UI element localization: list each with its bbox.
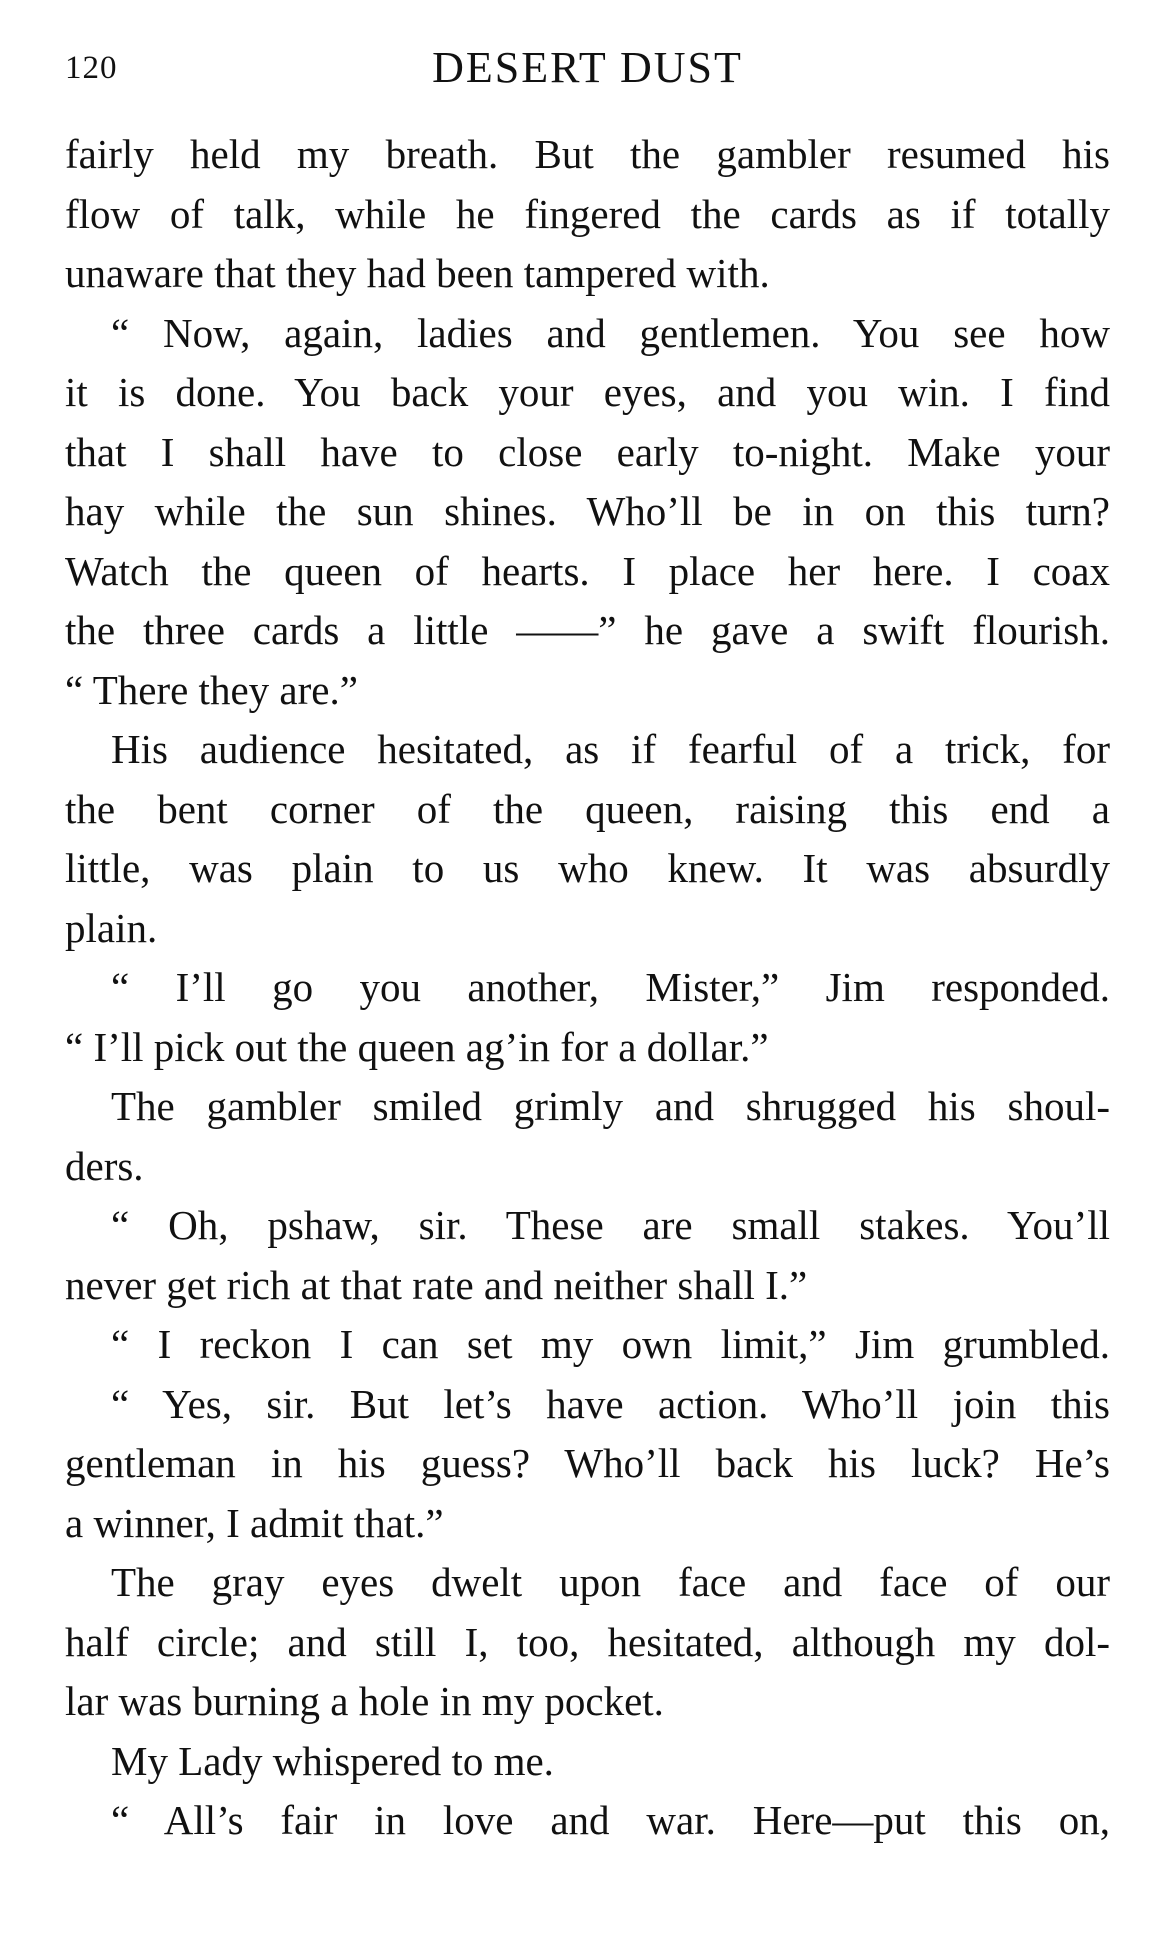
text-line: The gray eyes dwelt upon face and face of our [111, 1559, 1110, 1605]
text-line: a winner, I admit that.” [65, 1499, 444, 1546]
text-line: little, was plain to us who knew. It was absurdly [65, 845, 1110, 891]
text-line: “ Now, again, ladies and gentlemen. You see how [111, 309, 1110, 356]
text-line: half circle; and still I, too, hesitated, although my dol- [65, 1618, 1110, 1665]
text-line: “ All’s fair in love and war. Here—put this on, [111, 1797, 1110, 1843]
text-line: “ I reckon I can set my own limit,” Jim grumbled. [111, 1321, 1110, 1367]
text-line: flow of talk, while he fingered the cards as if totally [65, 190, 1110, 237]
text-line: “ Oh, pshaw, sir. These are small stakes. You’ll [111, 1202, 1110, 1248]
text-line: it is done. You back your eyes, and you win. I find [65, 369, 1110, 415]
text-line: the three cards a little ——” he gave a swift flourish. [65, 607, 1110, 653]
text-line: “ There they are.” [65, 666, 358, 713]
text-line: that I shall have to close early to-night. Make your [65, 428, 1110, 475]
text-line: “ I’ll go you another, Mister,” Jim responded. [111, 964, 1110, 1010]
text-line: fairly held my breath. But the gambler resumed his [65, 131, 1110, 177]
page-header [65, 38, 1110, 98]
text-line: My Lady whispered to me. [111, 1737, 554, 1784]
text-line: His audience hesitated, as if fearful of a trick, for [111, 726, 1110, 772]
running-title: DESERT DUST [432, 43, 743, 92]
text-line: plain. [65, 904, 158, 951]
text-line: “ I’ll pick out the queen ag’in for a dollar.” [65, 1023, 769, 1070]
text-line: ders. [65, 1142, 144, 1189]
text-line: Watch the queen of hearts. I place her here. I coax [65, 547, 1110, 594]
text-line: lar was burning a hole in my pocket. [65, 1678, 664, 1724]
body-text [65, 125, 1110, 1851]
text-line: The gambler smiled grimly and shrugged his shoul- [111, 1083, 1110, 1129]
text-line: “ Yes, sir. But let’s have action. Who’ll join this [111, 1380, 1110, 1427]
page-number: 120 [65, 50, 118, 86]
text-line: gentleman in his guess? Who’ll back his luck? He’s [65, 1440, 1110, 1486]
text-line: never get rich at that rate and neither shall I.” [65, 1261, 808, 1308]
text-line: the bent corner of the queen, raising this end a [65, 785, 1110, 832]
text-line: hay while the sun shines. Who’ll be in on this turn? [65, 488, 1110, 534]
text-line: unaware that they had been tampered with. [65, 250, 770, 296]
